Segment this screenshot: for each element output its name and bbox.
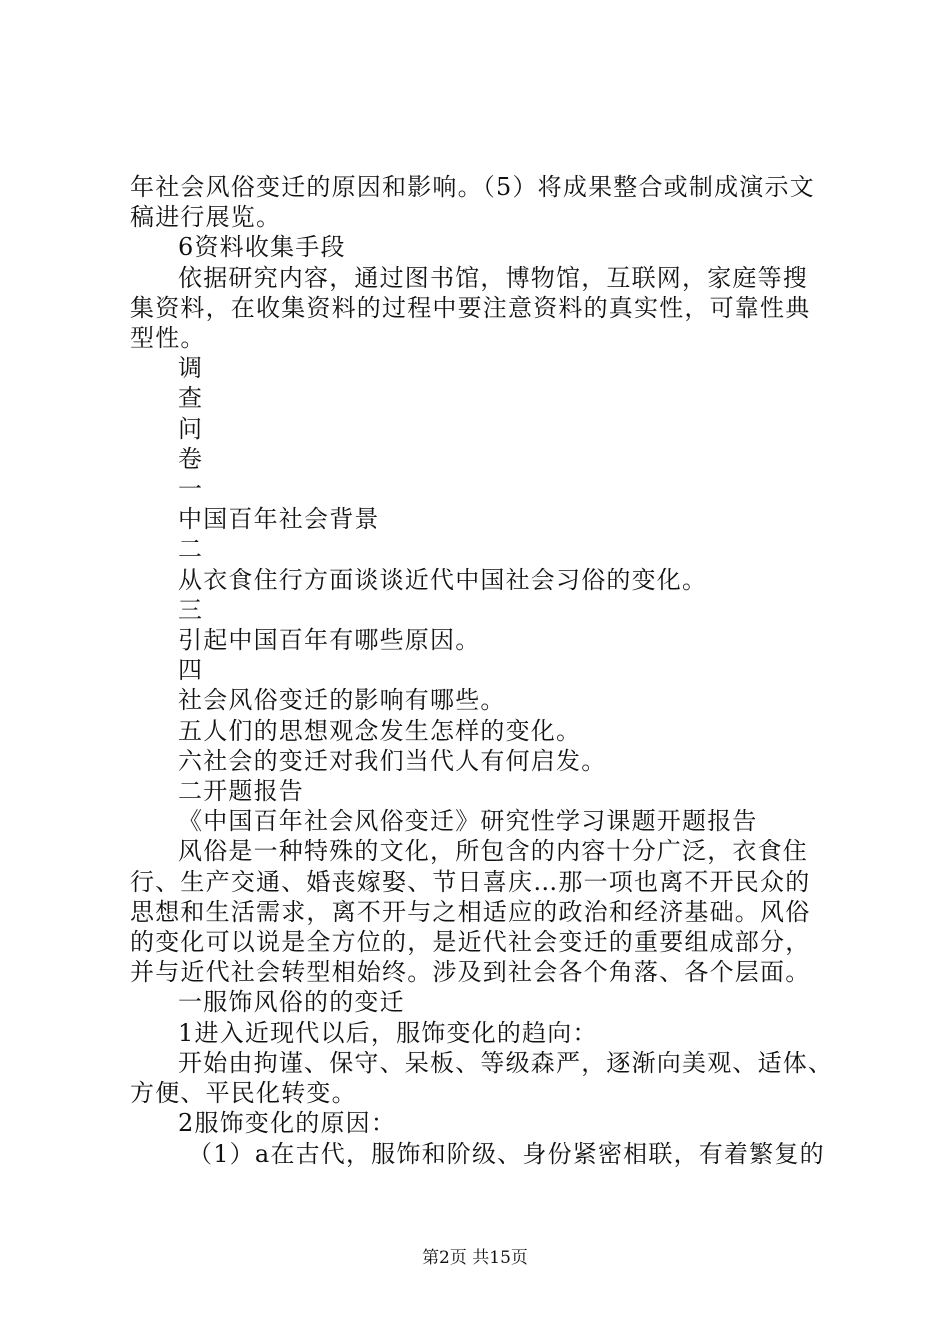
text-line: 6资料收集手段 <box>178 233 346 262</box>
document-body <box>130 172 840 1169</box>
text-line: 稿进行展览。 <box>130 203 282 232</box>
text-line: 从衣食住行方面谈谈近代中国社会习俗的变化。 <box>178 565 708 594</box>
text-line: 中国百年社会背景 <box>178 505 380 534</box>
text-line: （1）a在古代，服饰和阶级、身份紧密相联，有着繁复的 <box>188 1139 825 1168</box>
text-line: 方便、平民化转变。 <box>130 1079 357 1108</box>
text-line: 调 <box>178 354 204 383</box>
text-line: 六社会的变迁对我们当代人有何启发。 <box>178 746 607 775</box>
text-line: 思想和生活需求，离不开与之相适应的政治和经济基础。风俗 <box>130 897 811 926</box>
text-line: 卷 <box>178 444 204 473</box>
page-footer: 第2页 共15页 <box>422 1248 528 1268</box>
text-line: 2服饰变化的原因： <box>178 1109 397 1138</box>
text-line: 依据研究内容，通过图书馆，博物馆，互联网，家庭等搜 <box>178 263 808 292</box>
text-line: 引起中国百年有哪些原因。 <box>178 626 481 655</box>
text-line: 四 <box>178 656 204 685</box>
text-line: 五人们的思想观念发生怎样的变化。 <box>178 716 582 745</box>
text-line: 查 <box>178 384 204 413</box>
text-line: 三 <box>178 595 204 624</box>
text-line: 社会风俗变迁的影响有哪些。 <box>178 686 506 715</box>
text-line: 一 <box>178 475 204 504</box>
text-line: 1进入近现代以后，服饰变化的趋向： <box>178 1018 598 1047</box>
text-line: 型性。 <box>130 324 206 353</box>
text-line: 风俗是一种特殊的文化，所包含的内容十分广泛，衣食住 <box>178 837 808 866</box>
text-line: 一服饰风俗的的变迁 <box>178 988 405 1017</box>
text-line: 问 <box>178 414 204 443</box>
text-line: 年社会风俗变迁的原因和影响。（5）将成果整合或制成演示文 <box>130 173 815 201</box>
text-line: 二 <box>178 535 204 564</box>
text-line: 《中国百年社会风俗变迁》研究性学习课题开题报告 <box>178 807 758 836</box>
text-line: 行、生产交通、婚丧嫁娶、节日喜庆…那一项也离不开民众的 <box>130 867 811 896</box>
text-line: 开始由拘谨、保守、呆板、等级森严，逐渐向美观、适体、 <box>178 1048 834 1077</box>
text-line: 并与近代社会转型相始终。涉及到社会各个角落、各个层面。 <box>130 958 811 987</box>
text-line: 集资料，在收集资料的过程中要注意资料的真实性，可靠性典 <box>130 293 811 322</box>
text-line: 二开题报告 <box>178 777 304 806</box>
text-line: 的变化可以说是全方位的，是近代社会变迁的重要组成部分， <box>130 928 811 957</box>
